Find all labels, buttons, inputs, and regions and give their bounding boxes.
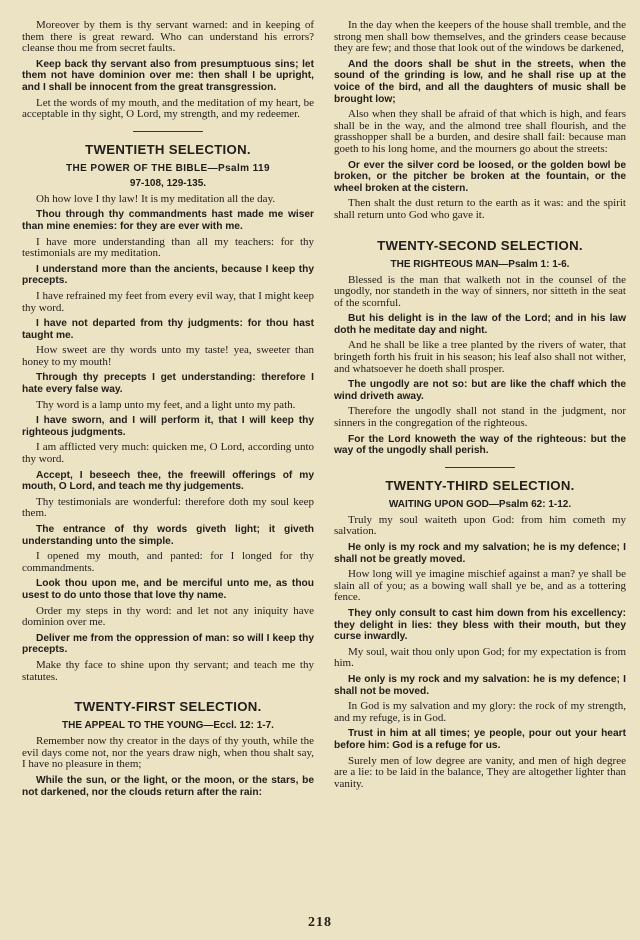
left-column: [22, 20, 314, 802]
verse: Look thou upon me, and be merciful unto me, as thou usest to do unto those that love thy name.: [22, 578, 314, 601]
section-subtitle: THE POWER OF THE BIBLE—Psalm 119: [66, 162, 270, 174]
verse: Deliver me from the oppression of man: so will I keep thy precepts.: [22, 632, 314, 656]
verse: Therefore the ungodly shall not stand in the judgment, nor sinners in the congregation of the righteous.: [334, 405, 626, 430]
section-heading: TWENTIETH SELECTION.: [85, 141, 251, 157]
ecclesiastes-continuation: [334, 20, 626, 222]
verse: I have more understanding than all my teachers: for thy testimonials are my meditation.: [22, 235, 314, 260]
right-column: [334, 20, 626, 802]
twentieth-selection: [22, 142, 314, 683]
verse: Accept, I beseech thee, the freewill offerings of my mouth, O Lord, and teach me thy judgements.: [22, 469, 314, 493]
twenty-second-selection: [334, 238, 626, 457]
verse: I understand more than the ancients, because I keep thy precepts.: [22, 263, 314, 287]
verse: I have sworn, and I will perform it, that I will keep thy righteous judgments.: [22, 415, 314, 438]
verse: Make thy face to shine upon thy servant; and teach me thy statutes.: [22, 658, 314, 683]
section-subtitle-continued: 97-108, 129-135.: [129, 177, 207, 189]
verse: Oh how love I thy law! It is my meditation all the day.: [36, 192, 276, 205]
verse: They only consult to cast him down from his excellency: they delight in lies: they bless with their mouth, but they curse inwardly.: [334, 607, 626, 643]
verse: My soul, wait thou only upon God; for my expectation is from him.: [334, 645, 626, 670]
verse: Thou through thy commandments hast made me wiser than mine enemies: for they are ever with me.: [22, 209, 314, 232]
section-divider: [445, 467, 515, 468]
verse: Order my steps in thy word: and let not any iniquity have dominion over me.: [22, 604, 314, 629]
verse: Blessed is the man that walketh not in the counsel of the ungodly, nor standeth in the way of sinners, nor sitteth in the seat of the scornful.: [334, 273, 626, 309]
verse: In God is my salvation and my glory: the rock of my strength, and my refuge, is in God.: [334, 700, 626, 724]
verse: But his delight is in the law of the Lord; and in his law doth he meditate day and night.: [334, 313, 626, 336]
verse: Let the words of my mouth, and the meditation of my heart, be acceptable in thy sight, O Lord, my strength, and my redeemer.: [22, 96, 314, 121]
verse: Thy testimonials are wonderful: therefore doth my soul keep them.: [22, 495, 314, 520]
verse: How long will ye imagine mischief against a man? ye shall be slain all of you; as a bowing wall shall ye be, and as a tottering fence.: [334, 568, 626, 604]
verse: While the sun, or the light, or the moon, or the stars, be not darkened, nor the clouds return after the rain:: [22, 774, 314, 798]
section-subtitle: THE APPEAL TO THE YOUNG—Eccl. 12: 1-7.: [62, 720, 274, 732]
page-number: 218: [308, 915, 332, 930]
verse: Truly my soul waiteth upon God: from him cometh my salvation.: [334, 513, 626, 538]
verse: Keep back thy servant also from presumptuous sins; let them not have dominion over me: then shall I be upright, and I shall be innocent from the great transgression.: [22, 58, 314, 93]
section-heading: TWENTY-SECOND SELECTION.: [377, 237, 583, 253]
verse: I am afflicted very much: quicken me, O Lord, according unto thy word.: [22, 441, 314, 466]
twenty-third-selection: [334, 478, 626, 790]
verse: Through thy precepts I get understanding: therefore I hate every false way.: [22, 372, 314, 396]
twenty-first-selection: [22, 699, 314, 798]
verse: Also when they shall be afraid of that which is high, and fears shall be in the way, and the almond tree shall flourish, and the grasshopper shall be a burden, and desire shall fail: because man goeth to his long home, and the mourners go about the streets:: [334, 108, 626, 155]
verse: Or ever the silver cord be loosed, or the golden bowl be broken, or the pitcher be broken at the fountain, or the wheel broken at the cistern.: [334, 159, 626, 194]
verse: Thy word is a lamp unto my feet, and a light unto my path.: [36, 398, 296, 411]
psalm-19-continuation: [22, 20, 314, 121]
verse: Moreover by them is thy servant warned: and in keeping of them there is great reward. Who can understand his errors? cleanse thou me from secret faults.: [22, 19, 314, 55]
verse: Then shalt the dust return to the earth as it was: and the spirit shall return unto God who gave it.: [334, 197, 626, 221]
two-column-layout: [22, 20, 626, 802]
verse: Remember now thy creator in the days of thy youth, while the evil days come not, nor the years draw nigh, when thou shalt say, I have no pleasure in them;: [22, 735, 314, 771]
section-divider: [133, 131, 203, 132]
verse: He only is my rock and my salvation; he is my defence; I shall not be greatly moved.: [334, 542, 626, 565]
verse: I have refrained my feet from every evil way, that I might keep thy word.: [22, 289, 314, 314]
section-heading: TWENTY-THIRD SELECTION.: [385, 477, 575, 493]
verse: The entrance of thy words giveth light; it giveth understanding unto the simple.: [22, 524, 314, 547]
verse: He only is my rock and my salvation: he is my defence; I shall not be moved.: [334, 673, 626, 697]
section-subtitle: WAITING UPON GOD—Psalm 62: 1-12.: [388, 498, 572, 510]
section-heading: TWENTY-FIRST SELECTION.: [74, 699, 262, 715]
verse: The ungodly are not so: but are like the chaff which the wind driveth away.: [334, 379, 626, 402]
verse: In the day when the keepers of the house shall tremble, and the strong men shall bow themselves, and the grinders cease because they are few; and those that look out of the windows be darkened,: [334, 19, 626, 55]
verse: For the Lord knoweth the way of the righteous: but the way of the ungodly shall perish.: [334, 433, 626, 457]
verse: I have not departed from thy judgments: for thou hast taught me.: [22, 318, 314, 341]
verse: And the doors shall be shut in the streets, when the sound of the grinding is low, and he shall rise up at the voice of the bird, and all the daughters of music shall be brought low;: [334, 58, 626, 105]
verse: Surely men of low degree are vanity, and men of high degree are a lie: to be laid in the balance, They are altogether lighter than vanity.: [334, 754, 626, 790]
verse: And he shall be like a tree planted by the rivers of water, that bringeth forth his fruit in his season; his leaf also shall not wither, and whatsoever he doeth shall prosper.: [334, 339, 626, 375]
verse: How sweet are thy words unto my taste! yea, sweeter than honey to my mouth!: [22, 344, 314, 368]
section-subtitle: THE RIGHTEOUS MAN—Psalm 1: 1-6.: [390, 258, 570, 270]
verse: I opened my mouth, and panted: for I longed for thy commandments.: [22, 550, 314, 574]
verse: Trust in him at all times; ye people, pour out your heart before him: God is a refuge for us.: [334, 728, 626, 751]
